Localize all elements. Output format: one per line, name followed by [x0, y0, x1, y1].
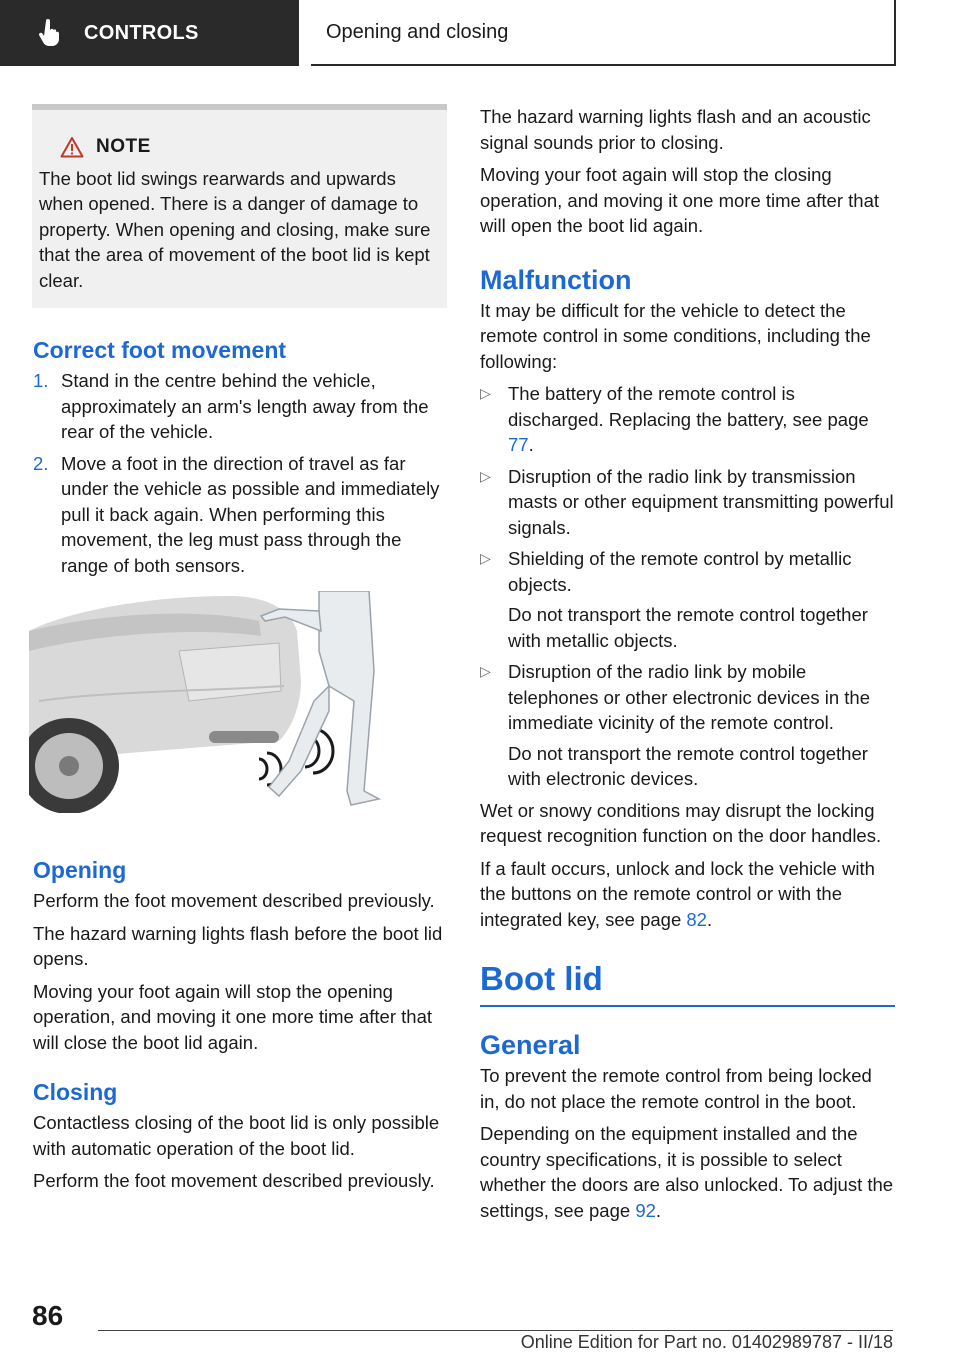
item-text-end: . — [528, 434, 534, 455]
paragraph: Perform the foot movement described previously. — [33, 890, 435, 911]
bullet-triangle-icon: ▷ — [480, 385, 491, 401]
heading-correct-foot-movement: Correct foot movement — [33, 337, 287, 363]
page-number: 86 — [32, 1300, 64, 1331]
paragraph: Perform the foot movement described previously. — [33, 1170, 435, 1191]
list-item — [33, 451, 447, 579]
list-item — [480, 546, 895, 653]
bullet-triangle-icon: ▷ — [480, 663, 491, 679]
item-text: Disruption of the radio link by transmission masts or other equipment transmitting powerful signals. — [508, 465, 894, 538]
heading-closing: Closing — [33, 1079, 118, 1105]
list-item — [480, 659, 895, 792]
step-text: Move a foot in the direction of travel as far under the vehicle as possible and immediately pull it back again. When performing this movement, the leg must pass through the range of both sensors. — [61, 452, 440, 576]
hand-icon — [38, 19, 62, 47]
item-subtext: Do not transport the remote control together with metallic objects. — [508, 604, 868, 651]
note-title: NOTE — [96, 136, 151, 157]
list-item — [33, 368, 447, 445]
paragraph: The hazard warning lights flash before the boot lid opens. — [33, 922, 443, 969]
step-number: 1. — [33, 370, 49, 391]
item-text: Shielding of the remote control by metallic objects. — [508, 548, 852, 595]
item-subtext: Do not transport the remote control together with electronic devices. — [508, 742, 868, 789]
paragraph: If a fault occurs, unlock and lock the vehicle with the buttons on the remote control or with the integrated key, see page 82. — [480, 857, 875, 930]
paragraph: Moving your foot again will stop the opening operation, and moving it one more time after that will close the boot lid again. — [33, 980, 432, 1053]
heading-rule — [480, 959, 895, 1007]
footer-divider — [98, 1330, 893, 1331]
page-ref-link[interactable]: 77 — [508, 434, 529, 455]
heading-malfunction: Malfunction — [480, 264, 632, 295]
bullet-triangle-icon: ▷ — [480, 550, 491, 566]
page-ref-link[interactable]: 82 — [686, 908, 707, 930]
chapter-tab — [0, 0, 299, 66]
heading-boot-lid: Boot lid — [480, 960, 603, 997]
paragraph: Wet or snowy conditions may disrupt the locking request recognition function on the door handles. — [480, 799, 882, 846]
item-text: The battery of the remote control is discharged. Replacing the battery, see page — [508, 383, 869, 430]
list-item — [480, 464, 895, 541]
breadcrumb-label: Opening and closing — [326, 20, 509, 43]
paragraph: Moving your foot again will stop the closing operation, and moving it one more time after that will open the boot lid again. — [480, 164, 879, 236]
paragraph: Contactless closing of the boot lid is only possible with automatic operation of the boot lid. — [33, 1112, 440, 1159]
right-column — [480, 104, 895, 1230]
note-text: The boot lid swings rearwards and upwards when opened. There is a danger of damage to property. When opening and closing, make sure that the area of movement of the boot lid is kept clear. — [39, 167, 431, 291]
step-number: 2. — [33, 452, 49, 474]
paragraph: It may be difficult for the vehicle to detect the remote control in some conditions, including the following: — [480, 299, 871, 372]
foot-movement-illustration — [29, 591, 383, 813]
paragraph: The hazard warning lights flash and an acoustic signal sounds prior to closing. — [480, 106, 871, 153]
paragraph: To prevent the remote control from being locked in, do not place the remote control in the boot. — [480, 1065, 872, 1112]
steps-list — [33, 368, 447, 578]
chapter-title: CONTROLS — [84, 21, 199, 44]
bullet-triangle-icon: ▷ — [480, 467, 491, 484]
breadcrumb — [311, 0, 896, 66]
heading-general: General — [480, 1030, 581, 1060]
page-ref-link[interactable]: 92 — [635, 1199, 656, 1221]
item-text: Disruption of the radio link by mobile telephones or other electronic devices in the immediate vicinity of the remote control. — [508, 661, 870, 733]
malfunction-list — [480, 381, 895, 792]
note-header — [60, 134, 433, 160]
heading-opening: Opening — [33, 857, 127, 883]
step-text: Stand in the centre behind the vehicle, approximately an arm's length away from the rear of the vehicle. — [61, 370, 429, 442]
note-box — [32, 104, 447, 308]
edition-text: Online Edition for Part no. 01402989787 - II/18 — [520, 1332, 893, 1352]
warning-triangle-icon — [60, 136, 84, 158]
list-item — [480, 381, 895, 458]
paragraph: Depending on the equipment installed and the country specifications, it is possible to select whether the doors are also unlocked. To adjust the settings, see page 92. — [480, 1123, 894, 1221]
